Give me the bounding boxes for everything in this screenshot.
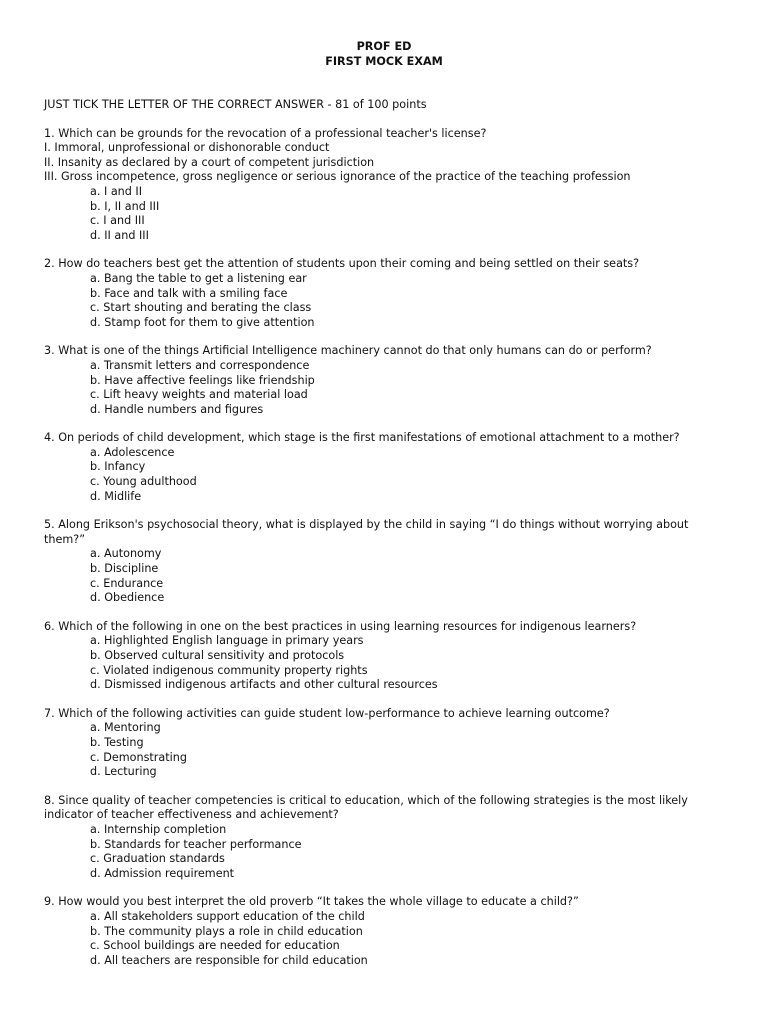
answer-option[interactable]: d. Obedience — [90, 591, 165, 605]
answer-option[interactable]: b. Standards for teacher performance — [90, 837, 302, 851]
answer-option[interactable]: d. Admission requirement — [90, 866, 235, 880]
answer-option[interactable]: a. Highlighted English language in primary years — [90, 634, 364, 648]
answer-option[interactable]: c. School buildings are needed for education — [90, 939, 340, 953]
answer-option[interactable]: a. I and II — [90, 184, 143, 198]
question-block — [44, 344, 694, 417]
question-statement: III. Gross incompetence, gross negligence or serious ignorance of the practice of the teaching profession — [44, 170, 631, 184]
question-statement: II. Insanity as declared by a court of competent jurisdiction — [44, 155, 375, 169]
answer-option[interactable]: d. Dismissed indigenous artifacts and other cultural resources — [90, 678, 438, 692]
answer-options — [44, 272, 694, 330]
question-block — [44, 518, 694, 606]
question-text: 9. How would you best interpret the old proverb “It takes the whole village to educate a child?” — [44, 895, 579, 909]
answer-options — [44, 910, 694, 968]
answer-option[interactable]: a. Mentoring — [90, 721, 161, 735]
question-text: 4. On periods of child development, which stage is the first manifestations of emotional attachment to a mother? — [44, 431, 680, 445]
question-block — [44, 257, 694, 330]
answer-option[interactable]: c. Lift heavy weights and material load — [90, 388, 308, 402]
answer-option[interactable]: a. Transmit letters and correspondence — [90, 358, 310, 372]
question-text: 2. How do teachers best get the attention of students upon their coming and being settled on their seats? — [44, 257, 640, 271]
question-block — [44, 431, 694, 504]
question-text: 8. Since quality of teacher competencies is critical to education, which of the following strategies is the most likely indicator of teacher effectiveness and achievement? — [44, 793, 688, 822]
answer-option[interactable]: d. Stamp foot for them to give attention — [90, 315, 315, 329]
question-block — [44, 707, 694, 780]
answer-option[interactable]: b. Have affective feelings like friendship — [90, 373, 315, 387]
question-block — [44, 127, 694, 244]
question-block — [44, 620, 694, 693]
document-subtitle: FIRST MOCK EXAM — [325, 55, 443, 68]
answer-option[interactable]: d. Lecturing — [90, 765, 157, 779]
answer-options — [44, 446, 694, 504]
answer-options — [44, 634, 694, 692]
answer-option[interactable]: b. I, II and III — [90, 199, 160, 213]
answer-option[interactable]: b. The community plays a role in child education — [90, 924, 363, 938]
question-text: 1. Which can be grounds for the revocation of a professional teacher's license? — [44, 126, 487, 140]
answer-option[interactable]: b. Observed cultural sensitivity and protocols — [90, 649, 345, 662]
question-text: 5. Along Erikson's psychosocial theory, what is displayed by the child in saying “I do things without worrying about them?” — [44, 518, 689, 546]
answer-option[interactable]: a. Bang the table to get a listening ear — [90, 271, 307, 285]
exam-instruction: JUST TICK THE LETTER OF THE CORRECT ANSWER - 81 of 100 points — [44, 98, 427, 111]
answer-option[interactable]: a. All stakeholders support education of the child — [90, 909, 365, 923]
answer-option[interactable]: c. Young adulthood — [90, 475, 197, 489]
question-list — [44, 127, 694, 969]
answer-option[interactable]: a. Adolescence — [90, 445, 175, 459]
answer-option[interactable]: d. All teachers are responsible for child education — [90, 953, 368, 967]
question-text: 6. Which of the following in one on the best practices in using learning resources for indigenous learners? — [44, 619, 637, 633]
answer-options — [44, 721, 694, 779]
answer-options — [44, 547, 694, 605]
answer-option[interactable]: c. Graduation standards — [90, 852, 225, 866]
answer-option[interactable]: b. Testing — [90, 735, 144, 749]
question-text: 7. Which of the following activities can guide student low-performance to achieve learning outcome? — [44, 706, 610, 720]
question-statement: I. Immoral, unprofessional or dishonorable conduct — [44, 141, 330, 155]
answer-option[interactable]: c. Start shouting and berating the class — [90, 301, 312, 315]
answer-option[interactable]: d. Midlife — [90, 489, 142, 503]
question-block — [44, 794, 694, 882]
question-text: 3. What is one of the things Artificial Intelligence machinery cannot do that only humans can do or perform? — [44, 344, 652, 358]
answer-option[interactable]: b. Infancy — [90, 460, 146, 474]
answer-option[interactable]: d. Handle numbers and figures — [90, 402, 264, 416]
answer-option[interactable]: a. Autonomy — [90, 547, 162, 561]
answer-option[interactable]: a. Internship completion — [90, 822, 227, 836]
answer-option[interactable]: c. Demonstrating — [90, 750, 187, 764]
answer-option[interactable]: c. I and III — [90, 214, 145, 228]
answer-option[interactable]: b. Discipline — [90, 562, 159, 576]
exam-content — [44, 98, 694, 968]
answer-option[interactable]: c. Endurance — [90, 576, 164, 590]
answer-options — [44, 359, 694, 417]
question-block — [44, 895, 694, 968]
answer-option[interactable]: c. Violated indigenous community property rights — [90, 663, 368, 677]
answer-options — [44, 823, 694, 881]
document-title: PROF ED — [356, 40, 412, 53]
answer-option[interactable]: b. Face and talk with a smiling face — [90, 286, 288, 300]
answer-options — [44, 185, 694, 243]
answer-option[interactable]: d. II and III — [90, 228, 149, 242]
